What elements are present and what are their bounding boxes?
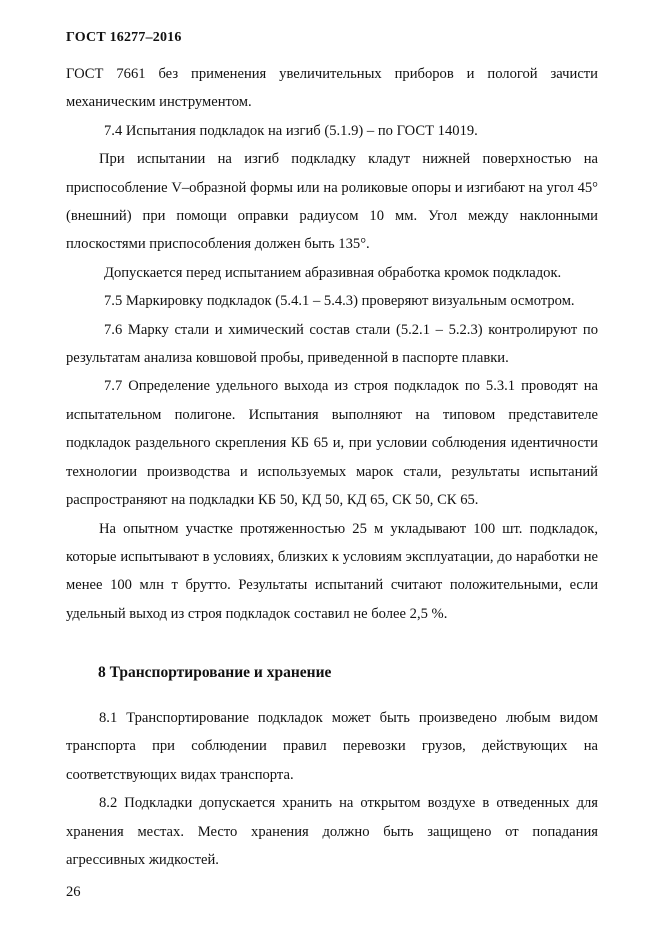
section-body	[66, 704, 598, 874]
paragraph: 7.6 Марку стали и химический состав стали (5.2.1 – 5.2.3) контролируют по результатам анализа ковшовой пробы, приведенной в паспорте плавки.	[66, 321, 598, 367]
document-header: ГОСТ 16277–2016	[66, 30, 182, 45]
paragraph: 7.7 Определение удельного выхода из строя подкладок по 5.3.1 проводят на испытательном полигоне. Испытания выполняют на типовом представителе подкладок раздельного скрепления КБ 65 и, при условии соблюдения идентичности технологии производства и используемых марок стали, результаты испытаний распространяют на подкладки КБ 50, КД 50, КД 65, СК 50, СК 65.	[66, 378, 598, 509]
paragraph: 7.5 Маркировку подкладок (5.4.1 – 5.4.3) проверяют визуальным осмотром.	[104, 293, 575, 310]
paragraph: Допускается перед испытанием абразивная обработка кромок подкладок.	[104, 264, 562, 281]
paragraph: При испытании на изгиб подкладку кладут нижней поверхностью на приспособление V–образной формы или на роликовые опоры и изгибают на угол 45° (внешний) при помощи оправки радиусом 10 мм. Угол между наклонными плоскостями приспособления должен быть 135°.	[66, 151, 598, 253]
paragraph: На опытном участке протяженностью 25 м укладывают 100 шт. подкладок, которые испытывают в условиях, близких к условиям эксплуатации, до наработки не менее 100 млн т брутто. Результаты испытаний считают положительными, если удельный выход из строя подкладок составил не более 2,5 %.	[66, 520, 598, 622]
paragraph: 8.1 Транспортирование подкладок может быть произведено любым видом транспорта при соблюдении правил перевозки грузов, действующих на соответствующих видах транспорта.	[66, 710, 598, 783]
page-number: 26	[66, 884, 81, 900]
paragraph: 7.4 Испытания подкладок на изгиб (5.1.9) – по ГОСТ 14019.	[104, 122, 478, 139]
body-text	[66, 60, 598, 628]
paragraph: ГОСТ 7661 без применения увеличительных приборов и пологой зачисти механическим инструментом.	[66, 66, 598, 111]
paragraph: 8.2 Подкладки допускается хранить на открытом воздухе в отведенных для хранения местах. Место хранения должно быть защищено от попадания агрессивных жидкостей.	[66, 795, 598, 869]
section-heading: 8 Транспортирование и хранение	[98, 664, 332, 681]
